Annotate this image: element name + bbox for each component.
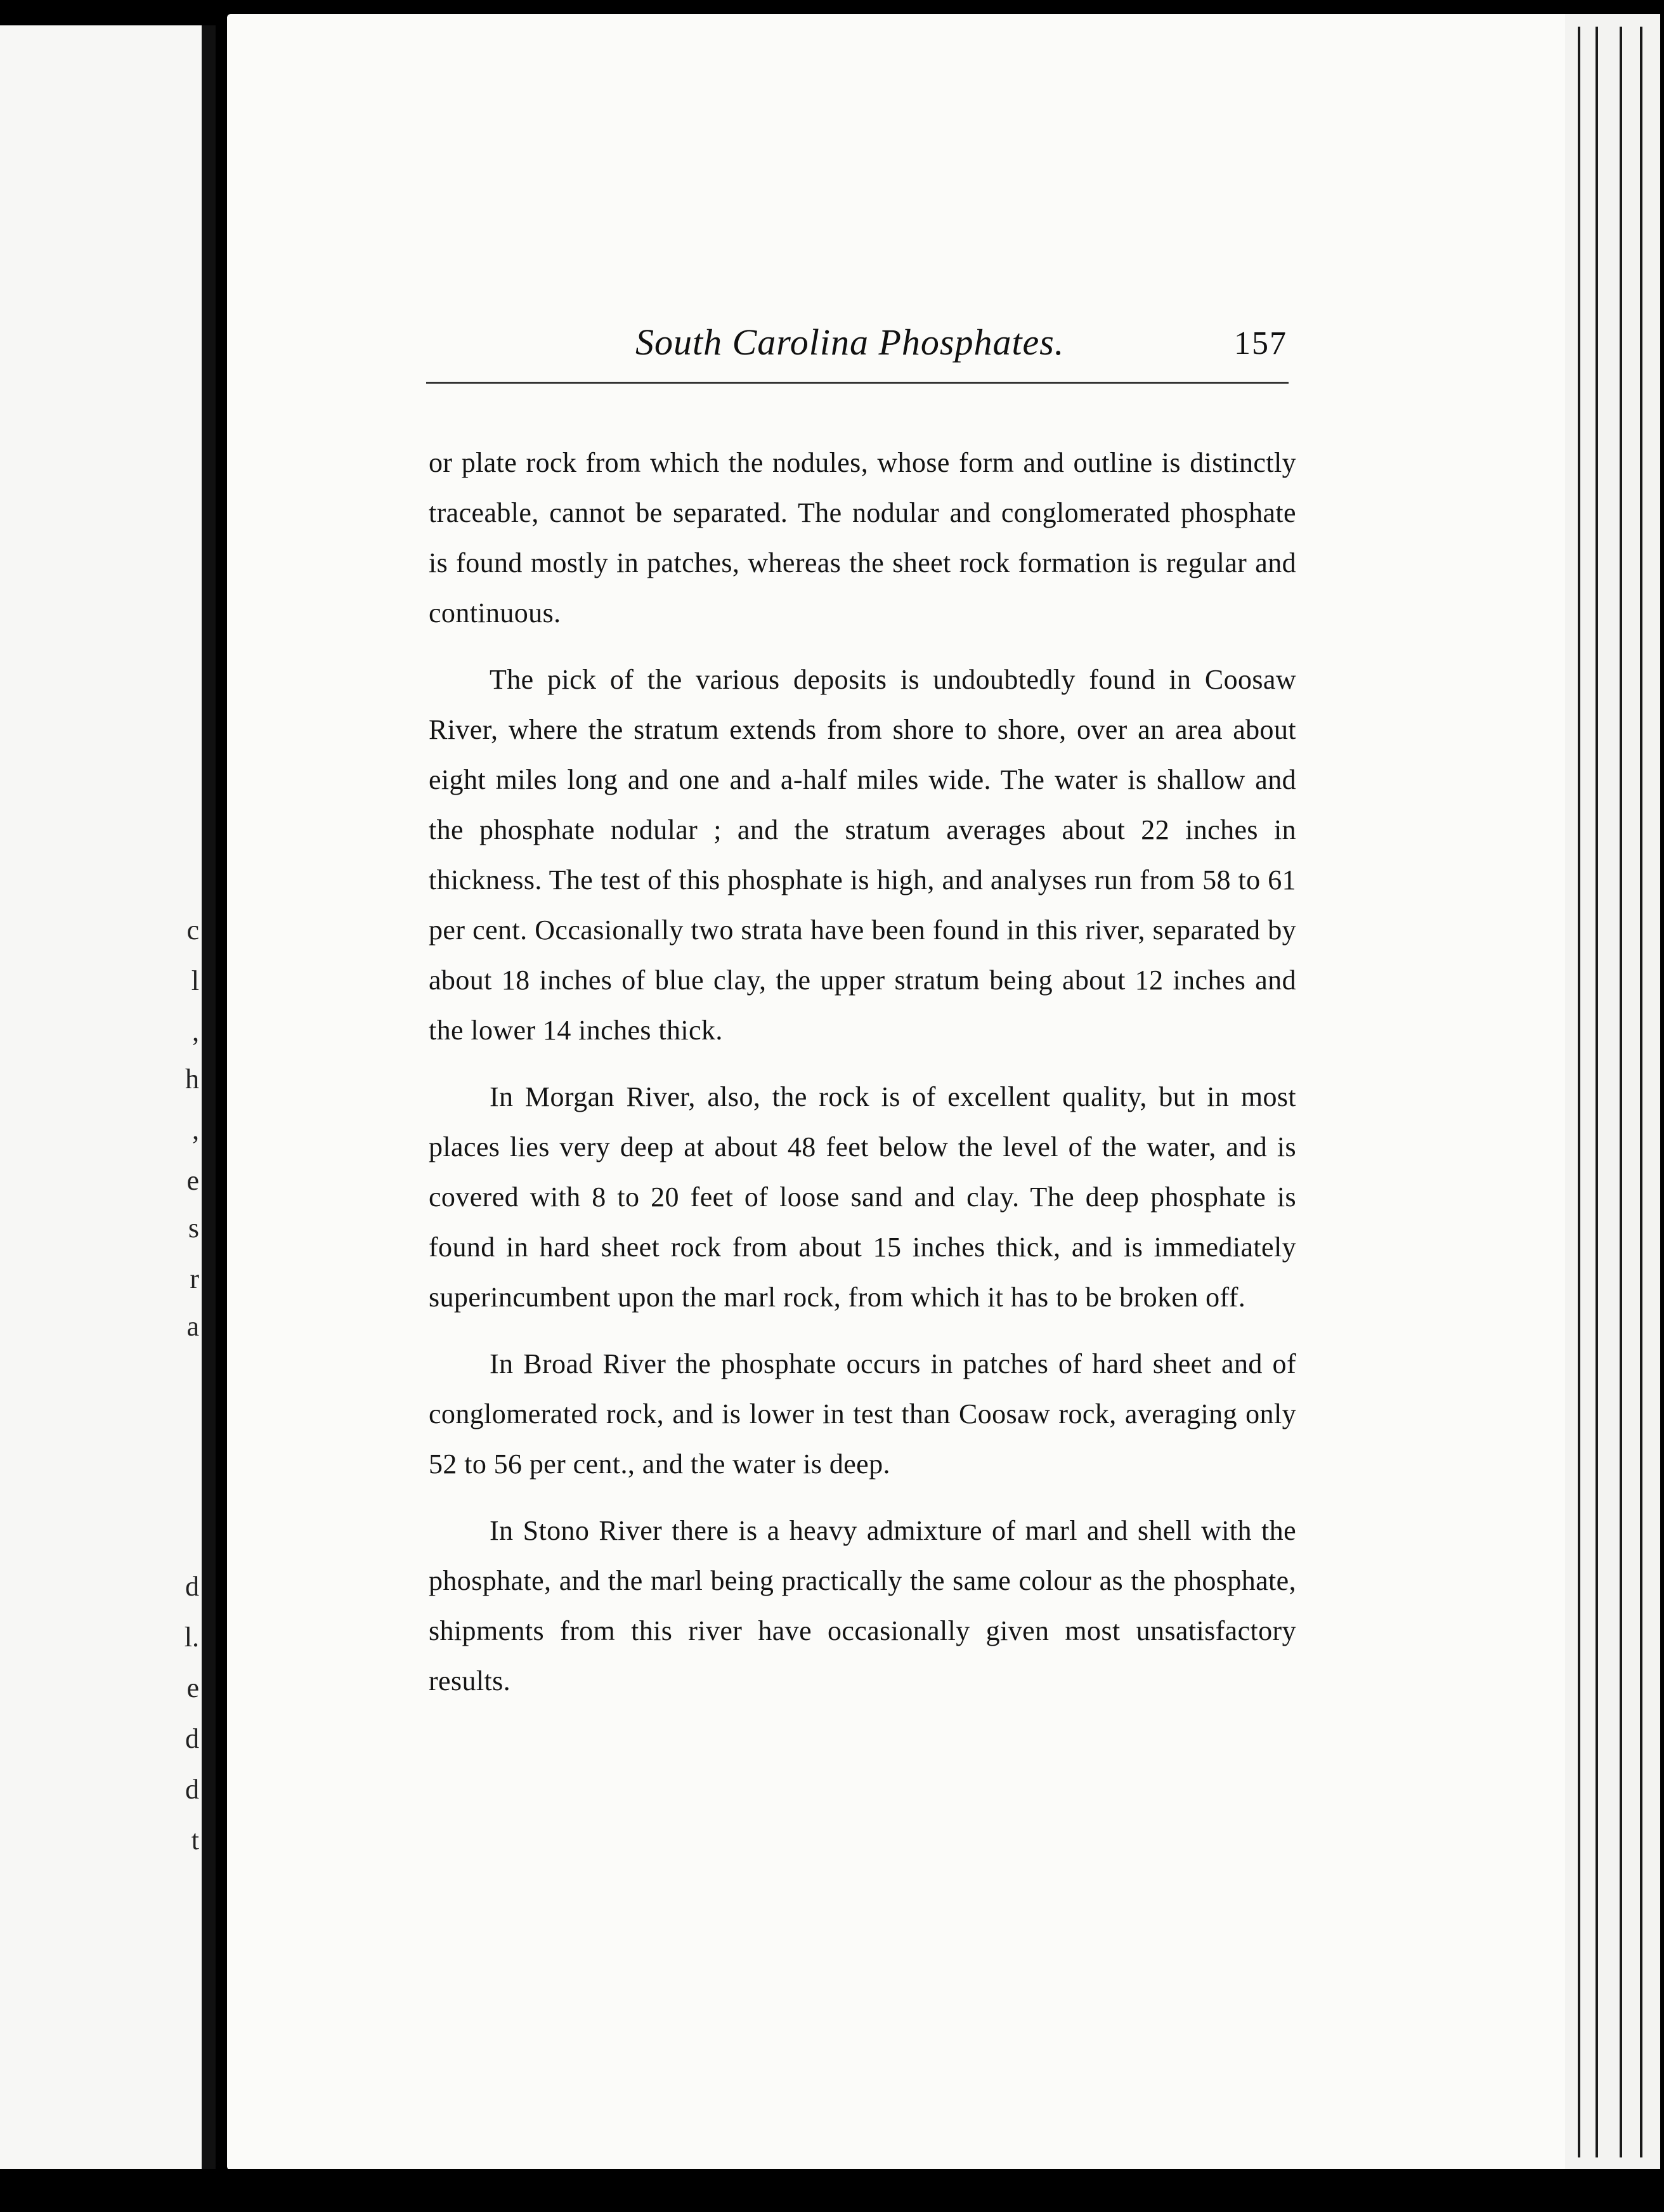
facing-page-fragment: e bbox=[186, 1165, 199, 1196]
page-edge-line bbox=[1640, 27, 1642, 2157]
facing-page-fragment: l. bbox=[184, 1622, 199, 1653]
running-title: South Carolina Phosphates. bbox=[635, 322, 1065, 363]
facing-page-fragment: d bbox=[185, 1723, 199, 1754]
paragraph: In Broad River the phosphate occurs in patches of hard sheet and of conglomerated rock, and is lower in test than Coosaw rock, averaging only 52 to 56 per cent., and the water is deep. bbox=[429, 1348, 1296, 1480]
facing-page-fragment: r bbox=[190, 1263, 199, 1294]
page-header bbox=[426, 311, 1289, 387]
paragraph: In Morgan River, also, the rock is of excellent quality, but in most places lies very deep at about 48 feet below the level of the water, and is covered with 8 to 20 feet of loose sand and clay. The deep phosphate is found in hard sheet rock from about 15 inches thick, and is immediately superincumbent upon the marl rock, from which it has to be broken off. bbox=[429, 1081, 1296, 1313]
facing-page-fragment: e bbox=[186, 1672, 199, 1703]
facing-page-fragment: d bbox=[185, 1571, 199, 1602]
header-rule bbox=[426, 382, 1289, 384]
page-number: 157 bbox=[1234, 325, 1287, 361]
facing-page-fragment: , bbox=[192, 1016, 199, 1047]
page-edge-line bbox=[1620, 27, 1622, 2157]
body-text bbox=[429, 438, 1296, 1722]
facing-page-fragment: c bbox=[186, 914, 199, 946]
paragraph: The pick of the various deposits is undoubtedly found in Coosaw River, where the stratum extends from shore to shore, over an area about eight miles long and one and a-half miles wide. The water is shallow and the phosphate nodular ; and the stratum averages about 22 inches in thickness. The test of this phosphate is high, and analyses run from 58 to 61 per cent. Occasionally two strata have been found in this river, separated by about 18 inches of blue clay, the upper stratum being about 12 inches and the lower 14 inches thick. bbox=[429, 664, 1296, 1046]
facing-page-fragment: l bbox=[191, 965, 199, 996]
facing-page-fragment: s bbox=[188, 1213, 199, 1244]
facing-page-fragment: h bbox=[185, 1064, 199, 1095]
page-edge-line bbox=[1578, 27, 1580, 2157]
page-edge-line bbox=[1596, 27, 1598, 2157]
facing-page-fragment: d bbox=[185, 1774, 199, 1805]
facing-page-fragment: a bbox=[186, 1311, 199, 1342]
scan-border bbox=[0, 2169, 1664, 2212]
paragraph: or plate rock from which the nodules, whose form and outline is distinctly traceable, cannot be separated. The nodular and conglomerated phosphate is found mostly in patches, whereas the sheet rock formation is regular and continuous. bbox=[429, 447, 1296, 628]
facing-page-fragment: t bbox=[191, 1825, 199, 1856]
facing-page bbox=[0, 25, 216, 2169]
page-edges bbox=[1565, 14, 1660, 2170]
paragraph: In Stono River there is a heavy admixture of marl and shell with the phosphate, and the marl being practically the same colour as the phosphate, shipments from this river have occasionally given most unsatisfactory results. bbox=[429, 1515, 1296, 1696]
facing-page-fragment: , bbox=[192, 1114, 199, 1145]
